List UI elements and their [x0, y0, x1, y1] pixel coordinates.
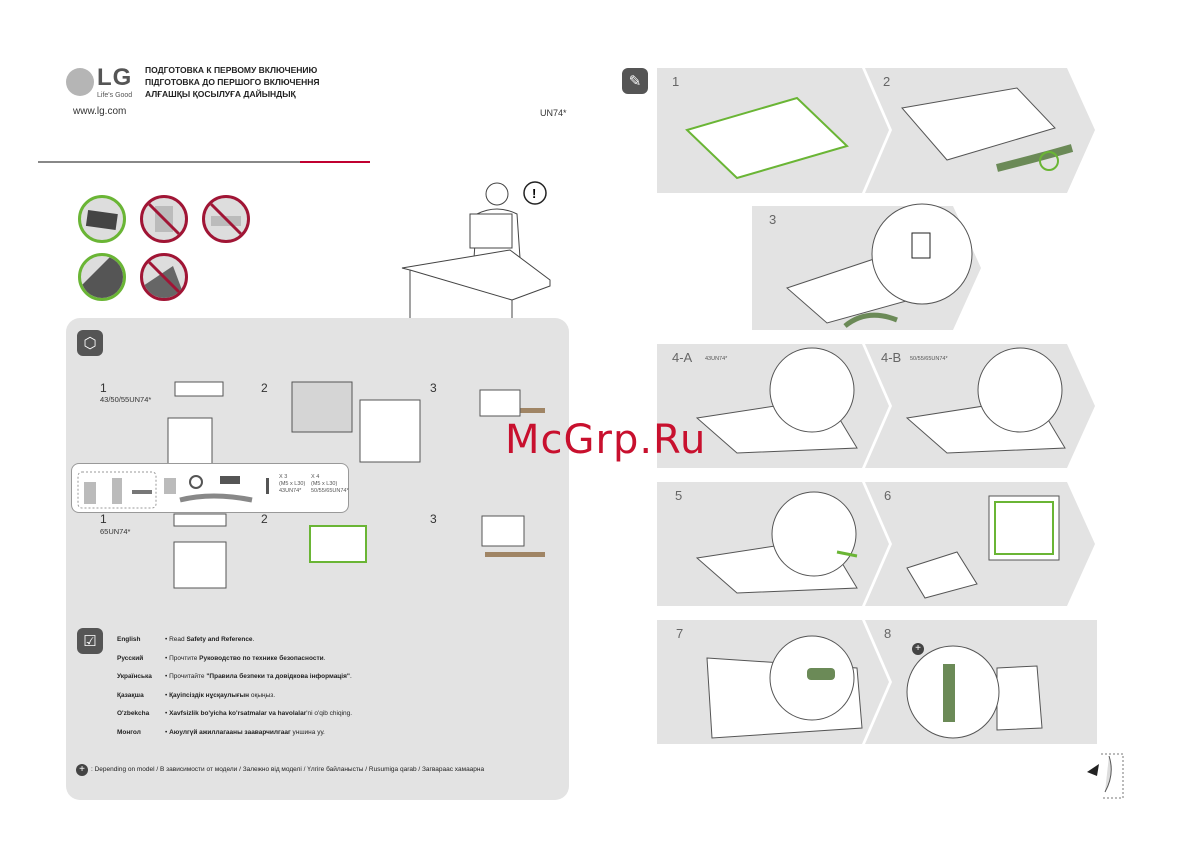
step-2-number: 2 [883, 74, 891, 89]
safety-item-kk [117, 692, 352, 711]
safety-text-pre: • Прочтите [165, 654, 200, 662]
safety-doc-name: Аюулгүй ажиллагааны зааварчилгааг [169, 728, 291, 736]
safety-doc-name: Xavfsizlik bo'yicha ko'rsatmalar va havolalar [169, 710, 307, 717]
unpack-row2-step-1-number: 1 [100, 512, 107, 526]
title-uk: ПІДГОТОВКА ДО ПЕРШОГО ВКЛЮЧЕННЯ [145, 77, 320, 87]
lang-label: Українська [117, 673, 152, 680]
safety-doc-name: Қауіпсіздік нұсқаулығын [169, 691, 250, 699]
step-1-number: 1 [672, 74, 680, 89]
screws-x3-count: X 3 [279, 474, 288, 480]
header-divider-accent [300, 161, 370, 163]
step-4b-number: 4-B [881, 350, 902, 365]
step-5-number: 5 [675, 488, 683, 503]
title-kk: АЛҒАШҚЫ ҚОСЫЛУҒА ДАЙЫНДЫҚ [145, 89, 296, 99]
assembly-steps-panels [657, 68, 1097, 744]
unpack-row2-step-2-number: 2 [261, 512, 268, 526]
safety-item-ru [117, 655, 352, 674]
plus-icon: + [912, 643, 924, 655]
lang-label: Русский [117, 654, 144, 662]
lang-label: English [117, 636, 141, 643]
screen-touch-wrong-illustration [140, 253, 188, 301]
website-link[interactable]: www.lg.com [73, 106, 127, 117]
screws-x3-model: 43UN74* [279, 488, 302, 494]
safety-doc-name: Safety and Reference [186, 636, 253, 643]
safety-text-pre: • Прочитайте [165, 673, 207, 680]
box-icon: ⬡ [77, 330, 103, 356]
safety-text-post: . [323, 654, 326, 662]
step-4b-models: 50/55/65UN74* [910, 356, 948, 362]
step-3-number: 3 [769, 212, 777, 227]
lg-logo-icon [66, 68, 94, 96]
safety-text-pre: • [165, 691, 170, 699]
step-6-panel [865, 482, 1095, 606]
svg-text:!: ! [532, 186, 537, 201]
screws-x4-spec: (M5 x L30) [311, 481, 338, 487]
screws-x3-spec: (M5 x L30) [279, 481, 306, 487]
step-6-number: 6 [884, 488, 892, 503]
safety-doc-name: "Правила безпеки та довідкова інформація" [206, 673, 350, 680]
page-title [145, 64, 320, 100]
screws-x4-label [311, 474, 349, 495]
step-7-number: 7 [676, 626, 684, 641]
tool-icon: ✎ [622, 68, 648, 94]
step-4a-number: 4-A [672, 350, 693, 365]
screws-x3-label [279, 474, 305, 495]
safety-text-post: уншина уу. [290, 728, 325, 736]
title-ru: ПОДГОТОВКА К ПЕРВОМУ ВКЛЮЧЕНИЮ [145, 65, 318, 75]
safety-text-post: . [252, 636, 255, 643]
safety-text-post: . [349, 673, 352, 680]
model-footnote: : Depending on model / В зависимости от модели / Залежно від моделі / Үлгіге байланысты / Rusumiga qarab / Загвараас хамаарна [91, 766, 485, 773]
safety-text-post: 'ni o'qib chiqing. [306, 710, 353, 717]
safety-item-en [117, 636, 352, 655]
brand-logo: LG [97, 64, 133, 91]
handle-wrong-illustration-2 [202, 195, 250, 243]
safety-text-post: оқыңыз. [249, 691, 276, 699]
unpack-step-1-models: 43/50/55UN74* [100, 395, 152, 404]
plus-icon: + [76, 764, 88, 776]
unpack-step-2-number: 2 [261, 381, 268, 395]
safety-doc-name: Руководство по технике безопасности [199, 654, 324, 662]
unpack-step-3-number: 3 [430, 381, 437, 395]
unpack-row2-step-3-number: 3 [430, 512, 437, 526]
unpack-row2-step-1-models: 65UN74* [100, 527, 131, 536]
handle-wrong-illustration-1 [140, 195, 188, 243]
safety-text-pre: • [165, 728, 170, 736]
safety-item-uk [117, 673, 352, 692]
model-number: UN74* [540, 108, 567, 118]
screws-x4-model: 50/55/65UN74* [311, 488, 349, 494]
lang-label: Қазақша [117, 691, 144, 699]
step-4a-models: 43UN74* [705, 356, 728, 362]
unpack-row1-illustrations [160, 378, 560, 468]
lang-label: Монгол [117, 728, 141, 736]
safety-item-uz [117, 710, 352, 729]
safety-item-mn [117, 729, 352, 748]
accessories-box [71, 463, 349, 513]
screws-x4-count: X 4 [311, 474, 320, 480]
page-turn-icon[interactable] [1085, 752, 1125, 800]
header-divider [38, 161, 300, 163]
safety-list [117, 636, 352, 747]
checklist-icon: ☑ [77, 628, 103, 654]
brand-tagline: Life's Good [97, 92, 133, 99]
handle-correct-illustration [78, 195, 126, 243]
safety-text-pre: • Read [165, 636, 187, 643]
safety-text-pre: • [165, 710, 170, 717]
watermark: McGrp.Ru [505, 417, 707, 463]
unpack-row2-illustrations [160, 512, 560, 592]
unpack-step-1-number: 1 [100, 381, 107, 395]
step-8-number: 8 [884, 626, 892, 641]
lang-label: O'zbekcha [117, 710, 150, 717]
screen-touch-correct-illustration [78, 253, 126, 301]
